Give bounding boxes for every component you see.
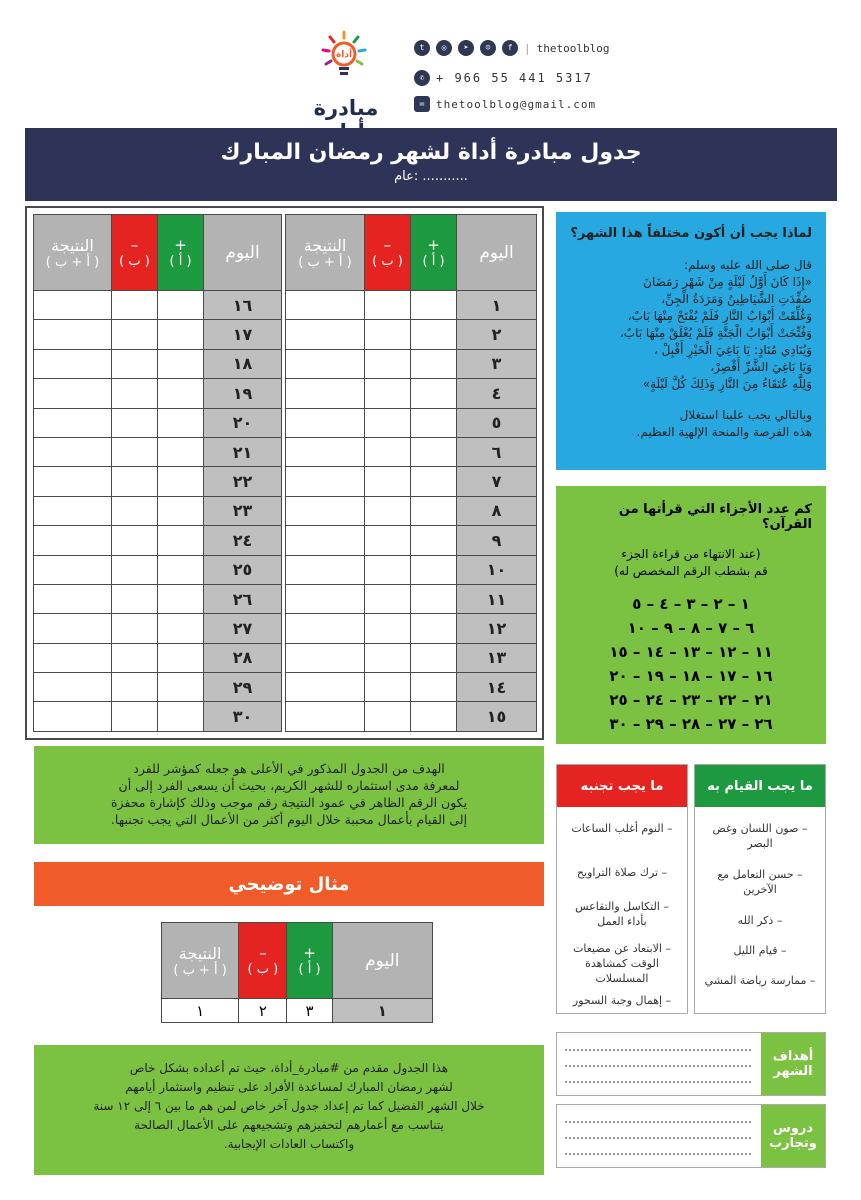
handle-text[interactable]: thetoolblog	[536, 41, 610, 55]
plus-cell[interactable]	[411, 584, 457, 613]
day-cell: ١٤	[457, 673, 537, 702]
year-field: عام: ...........	[394, 169, 468, 184]
plus-cell[interactable]	[158, 408, 204, 437]
juz-row[interactable]: ٢١ – ٢٢ – ٢٣ – ٢٤ – ٢٥	[609, 691, 773, 709]
day-cell: ٤	[457, 379, 537, 408]
do-list	[694, 764, 826, 1014]
why-different-box	[556, 212, 826, 470]
day-cell: ٢٣	[204, 496, 282, 525]
table-row	[34, 291, 537, 320]
do-item: – ممارسة رياضة المشي	[704, 974, 816, 987]
table-row	[34, 320, 537, 349]
day-cell: ٢١	[204, 437, 282, 466]
table-row	[34, 614, 537, 643]
plus-cell[interactable]	[411, 643, 457, 672]
result-cell[interactable]	[34, 291, 112, 320]
example-col-minus: – ( ب )	[239, 923, 287, 999]
result-cell[interactable]	[286, 408, 365, 437]
plus-cell[interactable]	[158, 614, 204, 643]
table-row	[34, 496, 537, 525]
result-cell[interactable]	[286, 526, 365, 555]
day-cell: ١٠	[457, 555, 537, 584]
day-cell: ٢٤	[204, 526, 282, 555]
goals-notes-box	[556, 1032, 826, 1096]
result-cell[interactable]	[286, 349, 365, 378]
plus-cell[interactable]	[158, 526, 204, 555]
minus-cell[interactable]	[112, 379, 158, 408]
goal-paragraph: الهدف من الجدول المذكور في الأعلى هو جعله كمؤشر للفرد لمعرفة مدى استثماره للشهر الكريم، بحيث أن يسعى الفرد إلى أن يكون الرقم الظاهر في عمود النتيجة رقم موجب وذلك كإشارة محفزة إلى القيام بأعمال محببة خلال اليوم أكثر من الأعمال التي يجب تجنبها.	[34, 746, 544, 844]
day-cell: ١٩	[204, 379, 282, 408]
day-cell: ٢٠	[204, 408, 282, 437]
col-day-right: اليوم	[457, 215, 537, 291]
minus-cell[interactable]	[112, 526, 158, 555]
instagram-icon[interactable]: ◎	[436, 40, 452, 56]
plus-cell[interactable]	[411, 408, 457, 437]
day-cell: ٢٩	[204, 673, 282, 702]
phone-number[interactable]: + 966 55 441 5317	[436, 71, 593, 85]
tracker-table	[33, 214, 537, 732]
minus-cell[interactable]	[365, 643, 411, 672]
minus-cell[interactable]	[112, 408, 158, 437]
avoid-item: – الابتعاد عن مضيعات الوقت كمشاهدة المسلسلات	[573, 942, 671, 985]
col-day-left: اليوم	[204, 215, 282, 291]
minus-cell[interactable]	[112, 673, 158, 702]
plus-cell[interactable]	[158, 673, 204, 702]
do-list-heading: ما يجب القيام به	[695, 765, 825, 807]
day-cell: ١٨	[204, 349, 282, 378]
table-row	[34, 467, 537, 496]
minus-cell[interactable]	[112, 467, 158, 496]
minus-cell[interactable]	[112, 496, 158, 525]
juz-row[interactable]: ١١ – ١٢ – ١٣ – ١٤ – ١٥	[609, 643, 773, 661]
plus-cell[interactable]	[411, 673, 457, 702]
day-cell: ٣٠	[204, 702, 282, 731]
plus-cell[interactable]	[158, 437, 204, 466]
goals-label: أهداف الشهر	[761, 1033, 825, 1095]
day-cell: ١٦	[204, 291, 282, 320]
result-cell[interactable]	[34, 496, 112, 525]
minus-cell[interactable]	[112, 291, 158, 320]
plus-cell[interactable]	[158, 496, 204, 525]
brand-mark: أداة	[335, 50, 353, 60]
table-row	[34, 702, 537, 731]
plus-cell[interactable]	[411, 702, 457, 731]
do-item: – صون اللسان وغض البصر	[712, 822, 808, 850]
title-bar	[25, 128, 837, 201]
plus-cell[interactable]	[158, 349, 204, 378]
day-cell: ٨	[457, 496, 537, 525]
minus-cell[interactable]	[112, 643, 158, 672]
whatsapp-icon: ✆	[414, 70, 430, 86]
result-cell[interactable]	[34, 643, 112, 672]
example-col-plus: + ( أ )	[287, 923, 332, 999]
plus-cell[interactable]	[158, 702, 204, 731]
result-cell[interactable]	[34, 614, 112, 643]
minus-cell[interactable]	[365, 702, 411, 731]
example-col-day: اليوم	[332, 923, 432, 999]
result-cell[interactable]	[286, 584, 365, 613]
hadith-text: قال صلى الله عليه وسلم: «إِذَا كَانَ أَوَّلُ لَيْلَةٍ مِنْ شَهْرِ رَمَضَانَ صُفِّدَتِ الشَّيَاطِينُ وَمَرَدَةُ الْجِنِّ، وَغُلِّقَتْ أَبْوَابُ النَّارِ فَلَمْ يُفْتَحْ مِنْهَا بَابٌ، وَفُتِّحَتْ أَبْوَابُ الْجَنَّةِ فَلَمْ يُغْلَقْ مِنْهَا بَابٌ، وَيُنَادِي مُنَادٍ: يَا بَاغِيَ الْخَيْرِ أَقْبِلْ ، وَيَا بَاغِيَ الشَّرِّ أَقْصِرْ، وَلِلَّهِ عُتَقَاءُ مِنَ النَّارِ وَذَلِكَ كُلَّ لَيْلَةٍ»	[619, 258, 812, 391]
minus-cell[interactable]	[365, 349, 411, 378]
plus-cell[interactable]	[411, 379, 457, 408]
day-cell: ١١	[457, 584, 537, 613]
table-row	[34, 379, 537, 408]
plus-cell[interactable]	[158, 379, 204, 408]
day-cell: ١٢	[457, 614, 537, 643]
day-cell: ٢٦	[204, 584, 282, 613]
result-cell[interactable]	[34, 673, 112, 702]
plus-cell[interactable]	[411, 614, 457, 643]
brand-logo-text: مبادرة	[313, 96, 379, 120]
result-cell[interactable]	[286, 379, 365, 408]
col-minus-right: – ( ب )	[365, 215, 411, 291]
plus-cell[interactable]	[158, 320, 204, 349]
day-cell: ١٣	[457, 643, 537, 672]
plus-cell[interactable]	[411, 555, 457, 584]
day-cell: ٢	[457, 320, 537, 349]
table-row	[34, 584, 537, 613]
plus-cell[interactable]	[411, 496, 457, 525]
result-cell[interactable]	[34, 408, 112, 437]
result-cell[interactable]	[286, 496, 365, 525]
result-cell[interactable]	[286, 673, 365, 702]
day-cell: ١٧	[204, 320, 282, 349]
do-item: – قيام الليل	[733, 944, 787, 957]
example-col-result: النتيجة ( أ + ب )	[162, 923, 239, 999]
minus-cell[interactable]	[112, 555, 158, 584]
do-item: – حسن التعامل مع الآخرين	[717, 868, 803, 896]
quran-heading: كم عدد الأجزاء التي قرأتها من القرآن؟	[618, 502, 812, 532]
table-row	[34, 673, 537, 702]
minus-cell[interactable]	[365, 496, 411, 525]
minus-cell[interactable]	[112, 584, 158, 613]
quran-instruction: (عند الانتهاء من قراءة الجزء قم بشطب الرقم المخصص له)	[614, 547, 768, 578]
minus-cell[interactable]	[365, 555, 411, 584]
minus-cell[interactable]	[365, 408, 411, 437]
minus-cell[interactable]	[112, 702, 158, 731]
plus-cell[interactable]	[158, 555, 204, 584]
example-minus-cell: ٢	[239, 999, 287, 1023]
why-conclusion: وبالتالي يجب علينا استغلال هذه الفرصة والمنحة الإلهية العظيم.	[636, 408, 812, 439]
plus-cell[interactable]	[411, 291, 457, 320]
minus-cell[interactable]	[365, 614, 411, 643]
day-cell: ٥	[457, 408, 537, 437]
minus-cell[interactable]	[112, 437, 158, 466]
table-row	[34, 526, 537, 555]
lessons-notes-box	[556, 1104, 826, 1168]
plus-cell[interactable]	[158, 291, 204, 320]
table-row	[34, 555, 537, 584]
telegram-icon[interactable]: ➤	[458, 40, 474, 56]
result-cell[interactable]	[286, 437, 365, 466]
day-cell: ٧	[457, 467, 537, 496]
minus-cell[interactable]	[112, 614, 158, 643]
minus-cell[interactable]	[365, 437, 411, 466]
do-item: – ذكر الله	[737, 914, 783, 927]
plus-cell[interactable]	[411, 349, 457, 378]
plus-cell[interactable]	[158, 584, 204, 613]
result-cell[interactable]	[34, 467, 112, 496]
result-cell[interactable]	[286, 702, 365, 731]
minus-cell[interactable]	[112, 349, 158, 378]
result-cell[interactable]	[286, 291, 365, 320]
plus-cell[interactable]	[158, 467, 204, 496]
juz-row[interactable]: ٢٦ – ٢٧ – ٢٨ – ٢٩ – ٣٠	[609, 715, 773, 733]
plus-cell[interactable]	[411, 467, 457, 496]
result-cell[interactable]	[34, 320, 112, 349]
example-plus-cell: ٣	[287, 999, 332, 1023]
example-table	[161, 922, 433, 1023]
result-cell[interactable]	[34, 379, 112, 408]
col-minus-left: – ( ب )	[112, 215, 158, 291]
result-cell[interactable]	[34, 555, 112, 584]
minus-cell[interactable]	[365, 584, 411, 613]
avoid-item: – النوم أغلب الساعات	[571, 822, 673, 835]
avoid-list-heading: ما يجب تجنبه	[557, 765, 687, 807]
why-heading: لماذا يجب أن أكون مختلفاً هذا الشهر؟	[570, 226, 812, 241]
result-cell[interactable]	[34, 584, 112, 613]
plus-cell[interactable]	[411, 437, 457, 466]
day-cell: ١	[457, 291, 537, 320]
day-cell: ٦	[457, 437, 537, 466]
example-title: مثال توضيحي	[34, 862, 544, 906]
juz-row[interactable]: ١ – ٢ – ٣ – ٤ – ٥	[632, 595, 750, 613]
example-day-cell: ١	[332, 999, 432, 1023]
minus-cell[interactable]	[365, 526, 411, 555]
tracker-table-frame	[25, 206, 544, 740]
result-cell[interactable]	[286, 643, 365, 672]
table-row	[34, 437, 537, 466]
col-result-right: النتيجة ( أ + ب )	[286, 215, 365, 291]
col-result-left: النتيجة ( أ + ب )	[34, 215, 112, 291]
result-cell[interactable]	[34, 702, 112, 731]
minus-cell[interactable]	[365, 379, 411, 408]
email-icon: ✉	[414, 96, 430, 112]
col-plus-right: + ( أ )	[411, 215, 457, 291]
minus-cell[interactable]	[365, 467, 411, 496]
minus-cell[interactable]	[365, 673, 411, 702]
result-cell[interactable]	[286, 467, 365, 496]
avoid-item: – إهمال وجبة السحور	[572, 994, 672, 1007]
day-cell: ٢٧	[204, 614, 282, 643]
avoid-item: – التكاسل والتقاعس بأداء العمل	[575, 900, 669, 928]
result-cell[interactable]	[286, 555, 365, 584]
minus-cell[interactable]	[112, 320, 158, 349]
result-cell[interactable]	[34, 437, 112, 466]
facebook-icon[interactable]: f	[502, 40, 518, 56]
footer-paragraph: هذا الجدول مقدم من #مبادرة_أداة، حيث تم أعداده بشكل خاص لشهر رمضان المبارك لمساعدة الأفراد على تنظيم واستثمار أيامهم خلال الشهر الفضيل كما تم إعداد جدول آخر خاص لمن هم ما بين ٦ إلى ١٢ سنة يتناسب مع أعمارهم لتحفيزهم وتشجيعهم على الأعمال الصالحة واكتساب العادات الإيجابية.	[34, 1045, 544, 1175]
col-plus-left: + ( أ )	[158, 215, 204, 291]
result-cell[interactable]	[34, 349, 112, 378]
plus-cell[interactable]	[158, 643, 204, 672]
day-cell: ٢٨	[204, 643, 282, 672]
day-cell: ٣	[457, 349, 537, 378]
result-cell[interactable]	[286, 614, 365, 643]
plus-cell[interactable]	[411, 526, 457, 555]
juz-row[interactable]: ٦ – ٧ – ٨ – ٩ – ١٠	[627, 619, 755, 637]
snapchat-icon[interactable]: ☺	[480, 40, 496, 56]
table-row	[34, 408, 537, 437]
avoid-item: – ترك صلاة التراويح	[576, 866, 668, 879]
result-cell[interactable]	[34, 526, 112, 555]
day-cell: ٩	[457, 526, 537, 555]
minus-cell[interactable]	[365, 320, 411, 349]
day-cell: ٢٥	[204, 555, 282, 584]
example-result-cell: ١	[162, 999, 239, 1023]
table-row	[34, 643, 537, 672]
plus-cell[interactable]	[411, 320, 457, 349]
table-row	[34, 349, 537, 378]
twitter-icon[interactable]: t	[414, 40, 430, 56]
result-cell[interactable]	[286, 320, 365, 349]
avoid-list	[556, 764, 688, 1014]
minus-cell[interactable]	[365, 291, 411, 320]
day-cell: ١٥	[457, 702, 537, 731]
email-address[interactable]: thetoolblog@gmail.com	[436, 97, 597, 111]
juz-row[interactable]: ١٦ – ١٧ – ١٨ – ١٩ – ٢٠	[609, 667, 773, 685]
quran-parts-box	[556, 486, 826, 744]
lessons-label: دروس وتجارب	[761, 1105, 825, 1167]
day-cell: ٢٢	[204, 467, 282, 496]
juz-grid	[570, 592, 812, 736]
page-title: جدول مبادرة أداة لشهر رمضان المبارك	[220, 140, 642, 165]
